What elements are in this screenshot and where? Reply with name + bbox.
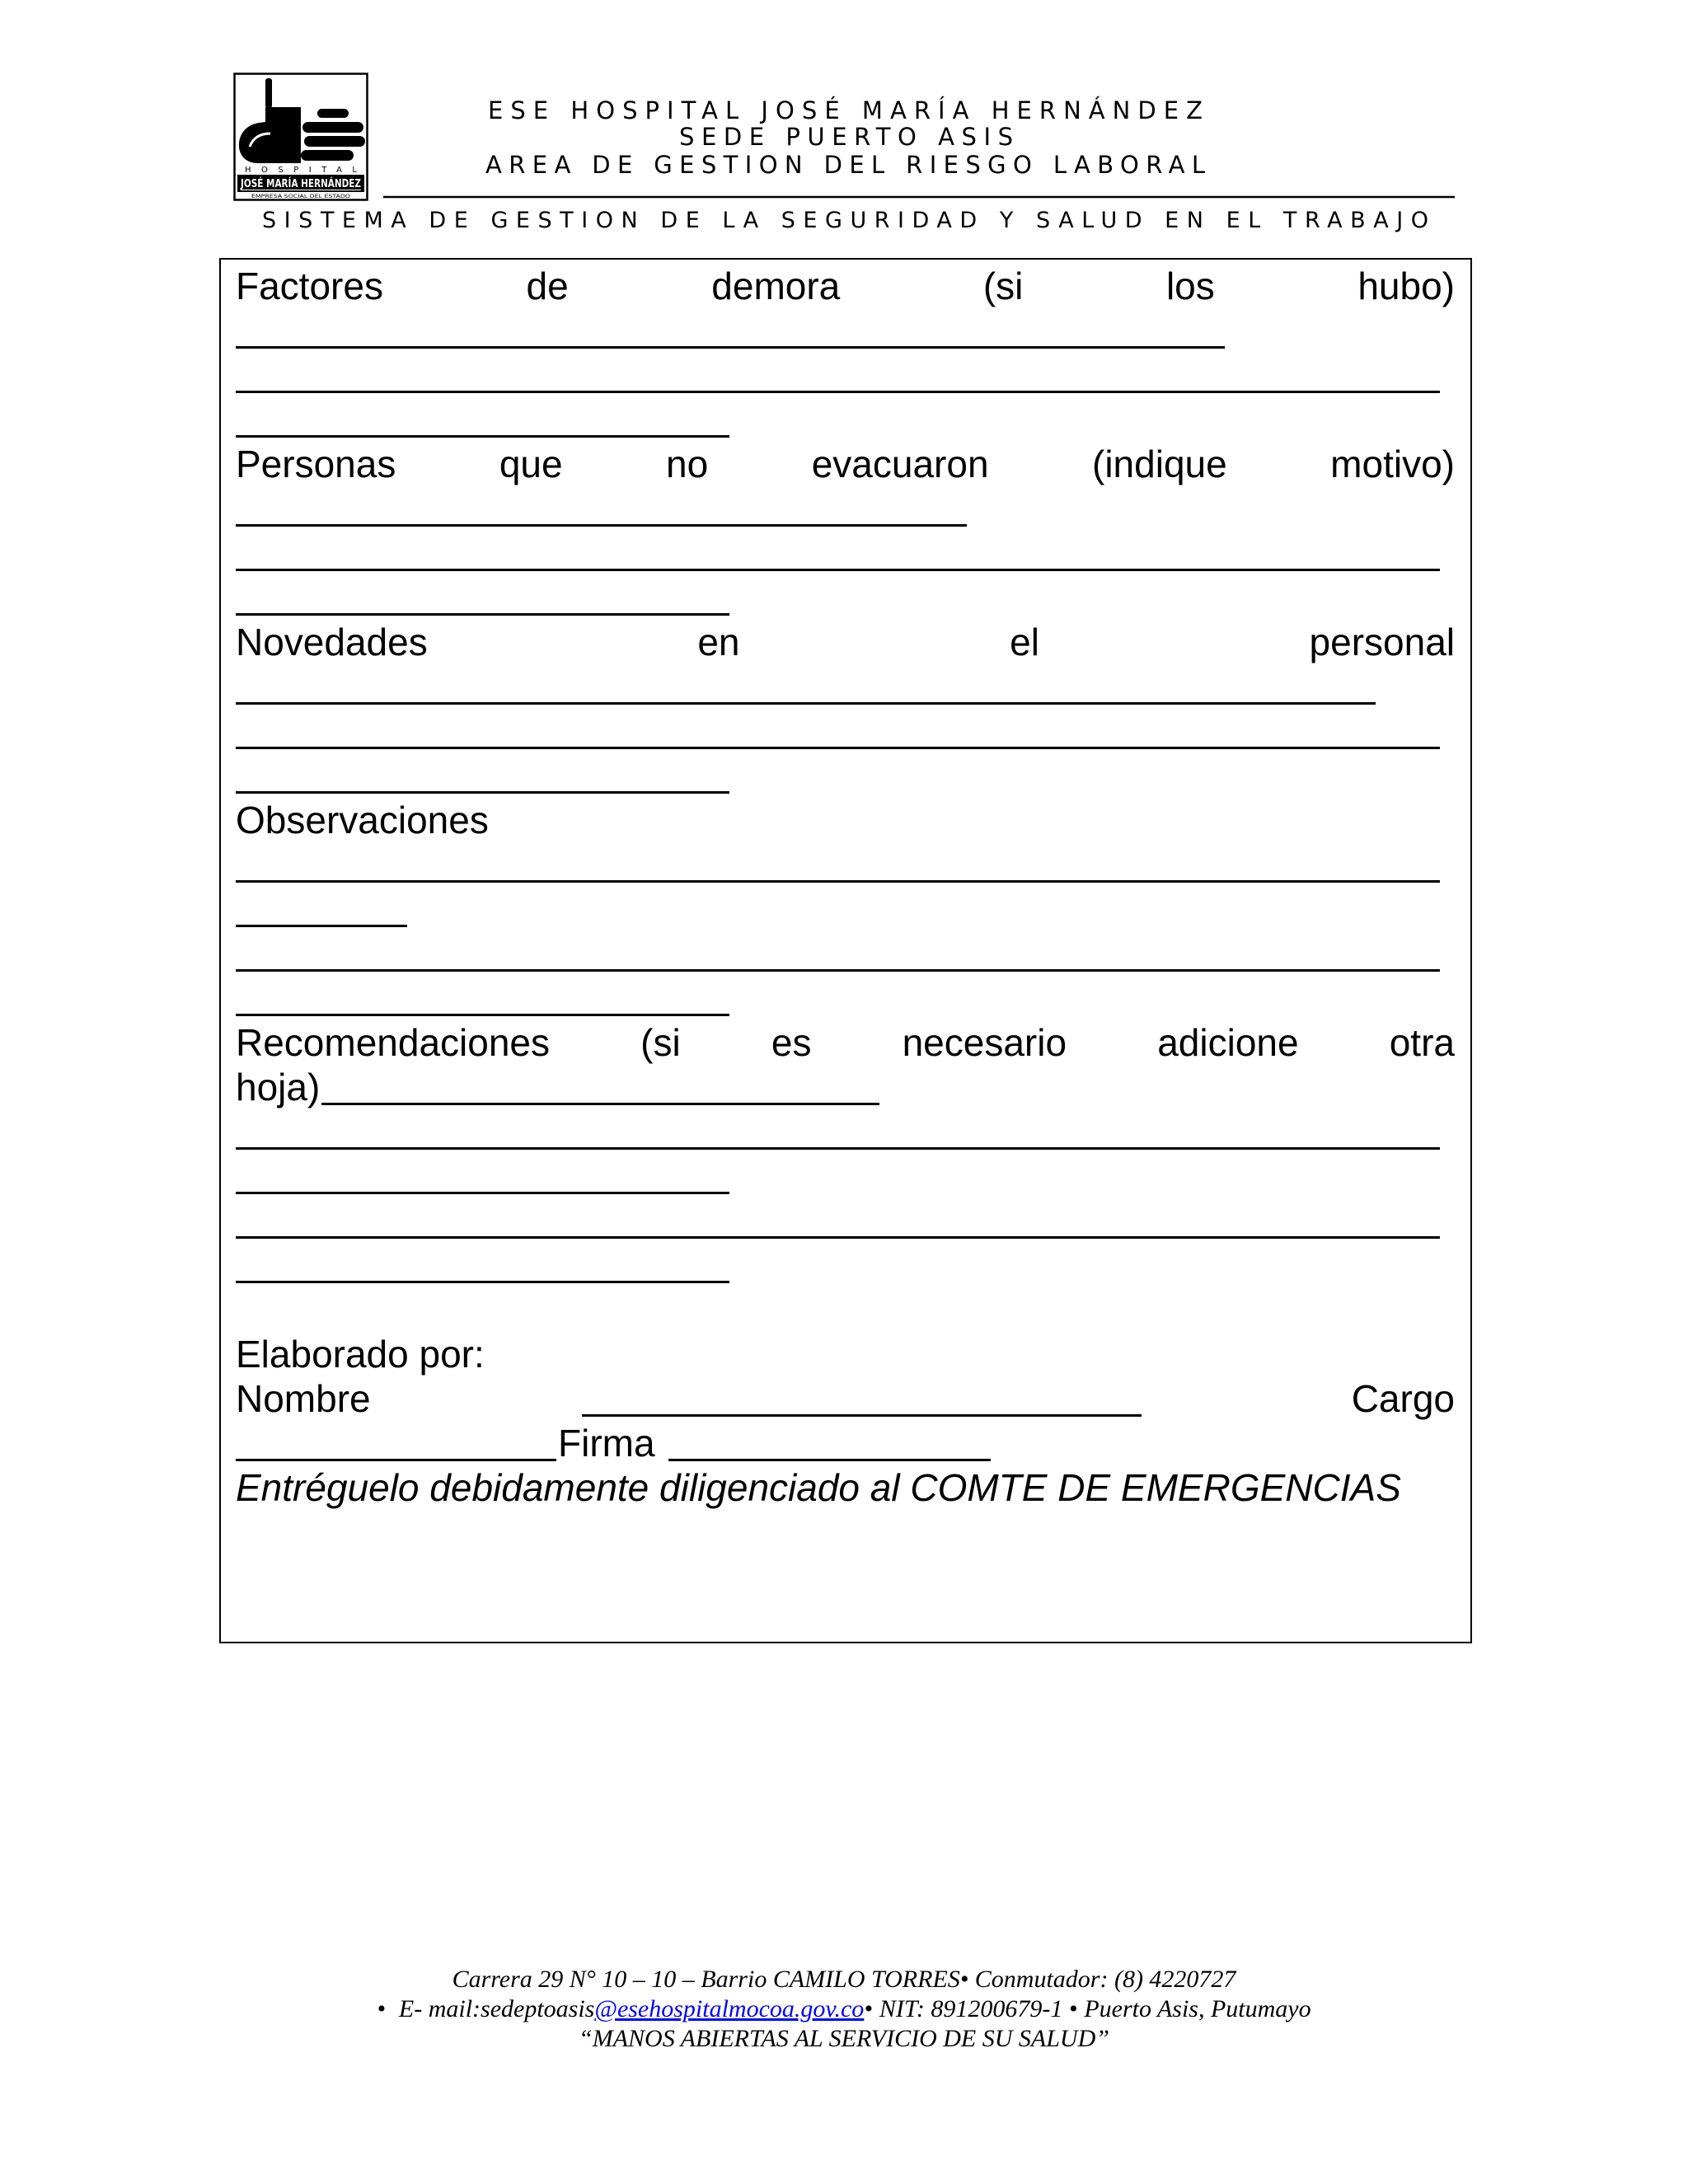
observations-label: Observaciones <box>236 799 489 841</box>
site-name: SEDE PUERTO ASIS <box>679 123 1013 151</box>
staff-news-blank-line <box>236 791 729 794</box>
logo-bottom-text: EMPRESA SOCIAL DEL ESTADO <box>251 194 351 199</box>
management-system-title: SISTEMA DE GESTION DE LA SEGURIDAD Y SALUD EN EL TRABAJO <box>262 208 1429 233</box>
recommendations-row <box>236 1109 1455 1154</box>
name-label: Nombre <box>236 1377 371 1420</box>
delay-factors-row <box>236 353 1455 397</box>
observations-blank-line <box>236 1014 729 1016</box>
delay-factors-row <box>236 308 1455 353</box>
position-signature-row <box>236 1421 1455 1465</box>
observations-row <box>236 976 1455 1020</box>
footer-address-line <box>0 1965 1688 1994</box>
bullet-separator: • <box>864 1995 873 2022</box>
recommendations-row <box>236 1198 1455 1243</box>
area-name: AREA DE GESTION DEL RIESGO LABORAL <box>485 151 1205 179</box>
delivery-note: Entréguelo debidamente diligenciado al COMTE DE EMERGENCIAS <box>236 1466 1401 1509</box>
non-evacuated-label: Personas que no evacuaron (indique motivo) <box>236 443 1455 485</box>
footer-location: Puerto Asis, Putumayo <box>1084 1995 1311 2022</box>
footer-email-label: E- mail:sedeptoasis <box>398 1995 595 2022</box>
non-evacuated-blank-line <box>236 613 729 616</box>
footer-address: Carrera 29 N° 10 – 10 – Barrio CAMILO TORRES <box>452 1966 960 1993</box>
position-label: Cargo <box>1351 1377 1455 1420</box>
recommendations-label: Recomendaciones (si es necesario adicione otra <box>236 1021 1455 1064</box>
observations-blank-line <box>236 969 1440 972</box>
observations-row <box>236 887 1455 931</box>
logo-top-text: HOSPITAL <box>245 166 357 175</box>
name-blank-line <box>582 1414 1142 1417</box>
signature-label: Firma <box>558 1422 655 1465</box>
staff-news-label: Novedades en el personal <box>236 621 1455 663</box>
recommendations-blank-line <box>236 1281 729 1283</box>
recommendations-blank-line <box>236 1147 1440 1150</box>
spacer-row <box>236 1287 1455 1332</box>
bullet-separator: • <box>1068 1995 1078 2022</box>
recommendations-blank-line <box>236 1236 1440 1239</box>
delay-factors-blank-line <box>236 346 1225 349</box>
recommendations-label-continuation: hoja) <box>236 1066 321 1108</box>
non-evacuated-row <box>236 531 1455 575</box>
staff-news-row <box>236 753 1455 798</box>
document-footer <box>0 1965 1688 2054</box>
observations-blank-line <box>236 925 407 927</box>
non-evacuated-row <box>236 486 1455 531</box>
footer-contact-line <box>0 1994 1688 2024</box>
observations-row <box>236 842 1455 887</box>
recommendations-row <box>236 1065 1455 1109</box>
position-blank-line <box>236 1459 556 1461</box>
non-evacuated-blank-line <box>236 524 967 527</box>
observations-blank-line <box>236 880 1440 883</box>
delay-factors-blank-line <box>236 391 1440 393</box>
signature-blank-line <box>668 1459 991 1461</box>
non-evacuated-blank-line <box>236 569 1440 571</box>
staff-news-blank-line <box>236 747 1440 749</box>
prepared-by-label: Elaborado por: <box>236 1333 485 1376</box>
delay-factors-blank-line <box>236 435 729 438</box>
delay-factors-label: Factores de demora (si los hubo) <box>236 265 1455 307</box>
staff-news-blank-line <box>236 702 1376 705</box>
recommendations-blank-line <box>236 1192 729 1194</box>
observations-row <box>236 931 1455 976</box>
name-position-row <box>236 1376 1455 1421</box>
footer-phone: Conmutador: (8) 4220727 <box>974 1966 1236 1993</box>
recommendations-row <box>236 1154 1455 1198</box>
institution-name: ESE HOSPITAL JOSÉ MARÍA HERNÁNDEZ <box>488 96 1203 124</box>
bullet-separator: • <box>959 1966 969 1993</box>
staff-news-row <box>236 664 1455 709</box>
recommendations-blank-line <box>321 1103 879 1105</box>
footer-nit: NIT: 891200679-1 <box>879 1995 1063 2022</box>
delay-factors-row <box>236 397 1455 442</box>
evacuation-report-form <box>219 258 1472 1643</box>
footer-slogan: “MANOS ABIERTAS AL SERVICIO DE SU SALUD” <box>579 2025 1109 2052</box>
recommendations-row <box>236 1243 1455 1287</box>
logo-band-text: JOSÉ MARÍA HERNÁNDEZ <box>241 178 391 190</box>
staff-news-row <box>236 709 1455 753</box>
bullet-separator: • <box>377 1995 386 2022</box>
hospital-logo <box>233 73 391 201</box>
non-evacuated-row <box>236 575 1455 620</box>
email-link[interactable]: @esehospitalmocoa.gov.co <box>594 1995 865 2022</box>
